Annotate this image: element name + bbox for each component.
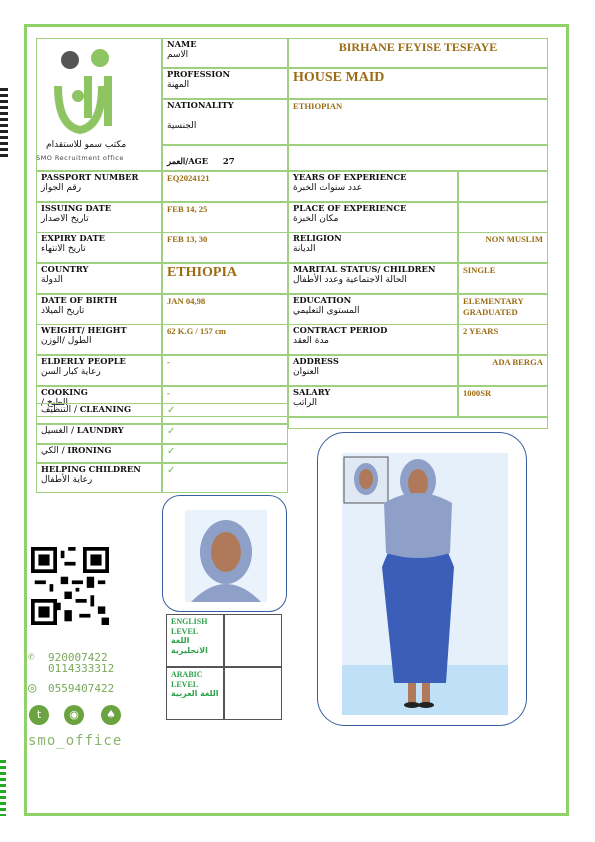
name-label: NAME: [167, 39, 197, 49]
row-label-left: [36, 324, 162, 355]
row-label-left: [36, 202, 162, 233]
nationality-label-cell: [162, 99, 288, 145]
row-label-right: [288, 324, 458, 355]
row-label-en: PASSPORT NUMBER: [41, 172, 139, 182]
row-label-en: ISSUING DATE: [41, 203, 112, 213]
row-value: JAN 04,98: [167, 296, 206, 306]
row-value-left: [162, 202, 288, 233]
row-label-ar-right: مكان الخبرة: [293, 213, 339, 224]
english-level-ar: اللغة الانجليزية: [171, 636, 208, 655]
skill-label: [36, 463, 162, 493]
row-value-right: NON MUSLIM: [485, 234, 543, 244]
row-value-right: [458, 294, 548, 325]
qr-code-icon[interactable]: [28, 547, 112, 625]
skill-en: IRONING: [67, 445, 112, 455]
english-level-en: ENGLISH LEVEL: [171, 617, 208, 636]
row-value-right: [458, 263, 548, 294]
age-label: /AGE: [185, 156, 209, 166]
row-value: -: [167, 388, 170, 398]
name-label-cell: [162, 38, 288, 68]
social-handle[interactable]: smo_office: [28, 733, 123, 749]
nationality-label: NATIONALITY: [167, 100, 234, 110]
phone-2[interactable]: 0114333312: [48, 662, 115, 675]
age-blank-cell: [288, 145, 548, 171]
check-icon: ✓: [167, 426, 176, 437]
logo-arabic-text: مكتب سمو للاستقدام: [46, 140, 127, 150]
row-label-en-right: MARITAL STATUS/ CHILDREN: [293, 264, 436, 274]
row-label-right: [288, 263, 458, 294]
row-value-right: 2 YEARS: [463, 326, 499, 336]
row-label-ar: رعاية كبار السن: [41, 366, 101, 377]
row-label-ar-right: الديانة: [293, 243, 316, 254]
name-value: BIRHANE FEYISE TESFAYE: [338, 40, 498, 54]
row-value-left: [162, 324, 288, 355]
check-icon: ✓: [167, 446, 176, 457]
row-label-right: [288, 386, 458, 417]
nationality-value: ETHIOPIAN: [293, 101, 343, 111]
age-cell: [162, 145, 288, 171]
row-label-ar: تاريخ الانتهاء: [41, 243, 86, 254]
check-icon: ✓: [167, 405, 176, 416]
skill-check-cell: [162, 424, 288, 444]
row-value: -: [167, 357, 170, 367]
row-value-left: [162, 232, 288, 263]
skill-label: [36, 424, 162, 444]
english-level-value: [224, 614, 282, 667]
skill-en: HELPING CHILDREN: [41, 464, 141, 474]
skill-ar: الكي /: [41, 446, 65, 456]
row-label-en-right: YEARS OF EXPERIENCE: [293, 172, 407, 182]
profession-value: HOUSE MAID: [293, 70, 385, 85]
row-label-right: [288, 294, 458, 325]
arabic-level-ar: اللغة العربية: [171, 689, 219, 699]
arabic-level-label: [166, 667, 224, 720]
arabic-level-value: [224, 667, 282, 720]
row-value-right: [458, 232, 548, 263]
row-value-right: 1000SR: [463, 388, 492, 398]
row-label-en: EXPIRY DATE: [41, 233, 106, 243]
profession-value-cell: [288, 68, 548, 99]
row-value-right: [458, 355, 548, 386]
instagram-icon[interactable]: ◉: [64, 705, 84, 725]
row-label-left: [36, 263, 162, 294]
row-value-left: [162, 294, 288, 325]
skill-check-cell: [162, 444, 288, 463]
twitter-icon[interactable]: t: [29, 705, 49, 725]
phone-1[interactable]: 920007422: [48, 651, 108, 664]
portrait-photo: [162, 495, 287, 612]
row-label-left: [36, 232, 162, 263]
row-value-left: [162, 263, 288, 294]
row-label-en: COUNTRY: [41, 264, 89, 274]
profession-label-ar: المهنة: [167, 79, 190, 90]
row-label-ar: تاريخ الميلاد: [41, 305, 85, 316]
row-label-ar: الطول /الوزن: [41, 335, 92, 346]
row-label-en-right: PLACE OF EXPERIENCE: [293, 203, 407, 213]
row-value: EQ2024121: [167, 173, 210, 183]
row-label-right: [288, 202, 458, 233]
row-label-ar: الطبخ /: [41, 397, 69, 408]
logo-english-text: SMO Recruitment office: [36, 154, 124, 162]
row-value: FEB 13, 30: [167, 234, 208, 244]
profession-label-cell: [162, 68, 288, 99]
row-label-ar-right: الحالة الاجتماعية وعدد الأطفال: [293, 274, 407, 285]
row-label-ar: تاريخ الاصدار: [41, 213, 89, 224]
arabic-level-en: ARABIC LEVEL: [171, 670, 203, 689]
full-body-photo: [317, 432, 527, 726]
side-barcode-strip: [0, 88, 8, 158]
skill-check-cell: [162, 403, 288, 424]
skill-ar: الغسيل /: [41, 426, 75, 436]
row-label-right: [288, 232, 458, 263]
whatsapp-icon: ◎: [28, 680, 37, 696]
row-label-ar: رقم الجواز: [41, 182, 82, 193]
row-label-ar-right: العنوان: [293, 366, 320, 377]
name-value-cell: [288, 38, 548, 68]
row-label-en: ELDERLY PEOPLE: [41, 356, 126, 366]
row-label-en-right: CONTRACT PERIOD: [293, 325, 388, 335]
row-value-left: [162, 355, 288, 386]
name-label-ar: الاسم: [167, 49, 189, 60]
side-barcode-strip-bottom: [0, 760, 6, 816]
nationality-label-ar: الجنسية: [167, 120, 197, 131]
row-label-en: COOKING: [41, 387, 88, 397]
whatsapp-number[interactable]: 0559407422: [48, 682, 115, 695]
row-label-right: [288, 171, 458, 202]
row-label-left: [36, 355, 162, 386]
skill-label: [36, 444, 162, 463]
nationality-value-cell: [288, 99, 548, 145]
row-value-right: ELEMENTARY GRADUATED: [463, 296, 524, 318]
skill-ar: التنظيف /: [41, 405, 77, 415]
row-value-right: [458, 324, 548, 355]
profession-label: PROFESSION: [167, 69, 231, 79]
row-label-left: [36, 294, 162, 325]
row-value-right: [458, 171, 548, 202]
row-value-right: SINGLE: [463, 265, 496, 275]
row-label-en: DATE OF BIRTH: [41, 295, 118, 305]
row-label-en: WEIGHT/ HEIGHT: [41, 325, 127, 335]
spacer-cell: [288, 417, 548, 429]
row-value: 62 K.G / 157 cm: [167, 326, 226, 336]
row-label-ar: الدولة: [41, 274, 63, 285]
logo-cell: [36, 38, 162, 171]
phone-icon: ✆: [28, 650, 35, 663]
row-value: ETHIOPIA: [167, 265, 238, 280]
row-value-right: ADA BERGA: [492, 357, 543, 367]
row-label-en-right: ADDRESS: [293, 356, 339, 366]
row-label-left: [36, 171, 162, 202]
row-label-ar-right: المستوى التعليمي: [293, 305, 360, 316]
age-label-ar: العمر: [167, 156, 186, 166]
row-value-right: [458, 386, 548, 417]
check-icon: ✓: [167, 465, 176, 476]
row-label-en-right: RELIGION: [293, 233, 342, 243]
skill-check-cell: [162, 463, 288, 493]
row-label-ar-right: الراتب: [293, 397, 318, 408]
skill-label: [36, 403, 162, 424]
row-label-ar-right: مدة العقد: [293, 335, 329, 346]
english-level-label: [166, 614, 224, 667]
age-value: 27: [222, 157, 235, 167]
row-value: FEB 14, 25: [167, 204, 208, 214]
row-label-right: [288, 355, 458, 386]
snapchat-icon[interactable]: ♠: [101, 705, 121, 725]
skill-en: LAUNDRY: [76, 425, 124, 435]
skill-ar: رعاية الأطفال: [41, 474, 93, 485]
skill-en: CLEANING: [79, 404, 132, 414]
row-label-ar-right: عدد سنوات الخبرة: [293, 182, 363, 193]
row-value-left: [162, 171, 288, 202]
row-label-en-right: SALARY: [293, 387, 331, 397]
row-label-en-right: EDUCATION: [293, 295, 352, 305]
row-value-right: [458, 202, 548, 233]
